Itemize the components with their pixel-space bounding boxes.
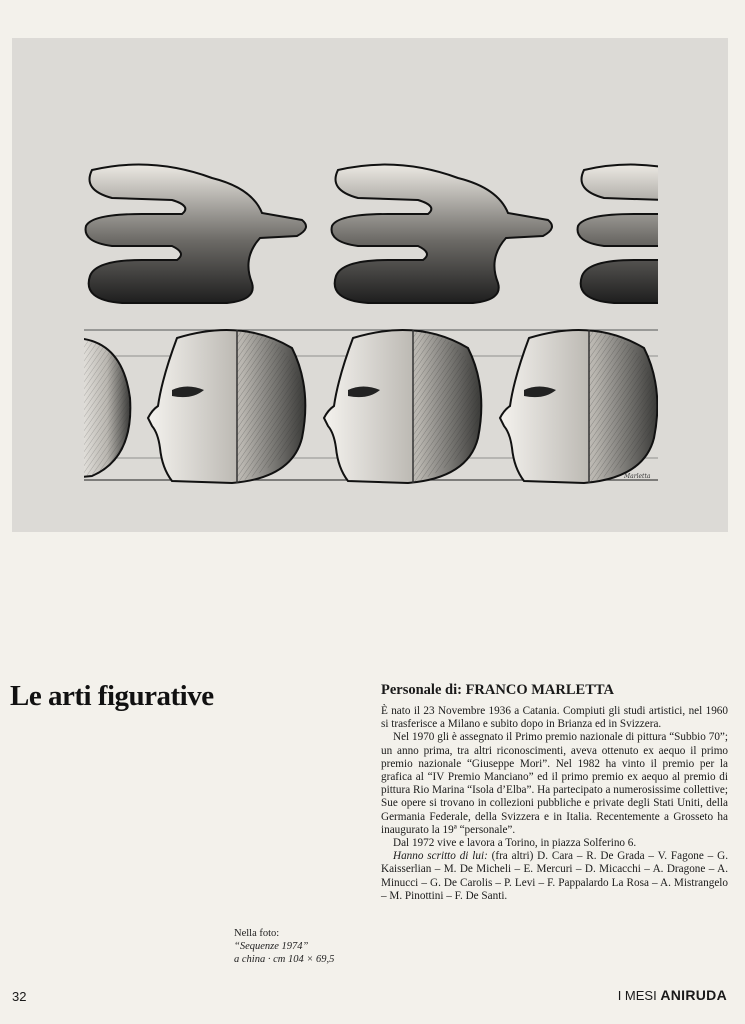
- paragraph: È nato il 23 Novembre 1936 a Catania. Compiuti gli studi artistici, nel 1960 si trasferisce a Milano e subito dopo in Brianza ed in Svizzera.: [381, 705, 728, 731]
- paragraph: Nel 1970 gli è assegnato il Primo premio nazionale di pittura “Subbio 70”; un anno prima, tra altri riconoscimenti, aveva ottenuto ex aequo il primo premio nazionale “Giuseppe Mori”. Nel 1982 ha vinto il premio per la grafica al “IV Premio Manciano” ed il primo premio ex aequo al premio di pittura Rio Marina “Isola d’Elba”. Ha partecipato a numerosissime collettive; Sue opere si trovano in collezioni pubbliche e private degli Stati Uniti, della Germania Federale, della Svizzera e in Italia. Recentemente a Grosseto ha inaugurato la 19ª “personale”.: [381, 731, 728, 836]
- magazine-brand: ANIRUDA: [660, 987, 727, 1003]
- paragraph: [381, 850, 728, 903]
- hand-shape: [332, 165, 552, 303]
- head-profile: [324, 330, 481, 483]
- caption-line: Nella foto:: [234, 928, 280, 939]
- hand-shape: [86, 165, 306, 303]
- head-profile: [72, 338, 130, 478]
- hand-shape: [578, 165, 728, 303]
- head-profile: [148, 330, 305, 483]
- head-profile: [500, 330, 657, 483]
- reviewers-list: (fra altri) D. Cara – R. De Grada – V. Fagone – G. Kaisserlian – M. De Micheli – E. Mercuri – D. Micacchi – A. Dragone – A. Minucci – G. De Carolis – P. Levi – F. Pappalardo La Rosa – A. Mistrangelo – M. Pinottini – F. De Santi.: [381, 850, 728, 902]
- paragraph: Dal 1972 vive e lavora a Torino, in piazza Solferino 6.: [393, 837, 637, 850]
- caption-medium: a china · cm 104 × 69,5: [234, 954, 335, 965]
- page-number: 32: [12, 989, 27, 1004]
- caption-title: “Sequenze 1974”: [234, 941, 309, 952]
- article-body: [381, 705, 728, 903]
- section-title: Le arti figurative: [10, 680, 214, 712]
- photo-caption: [234, 927, 334, 966]
- article: [381, 682, 728, 903]
- reviewers-label: Hanno scritto di lui:: [393, 850, 488, 863]
- magazine-name: [618, 987, 727, 1003]
- artist-signature: Marletta: [624, 473, 651, 480]
- artwork-image: [12, 38, 728, 532]
- magazine-prefix: I MESI: [617, 988, 657, 1003]
- article-heading: Personale di: FRANCO MARLETTA: [381, 682, 614, 698]
